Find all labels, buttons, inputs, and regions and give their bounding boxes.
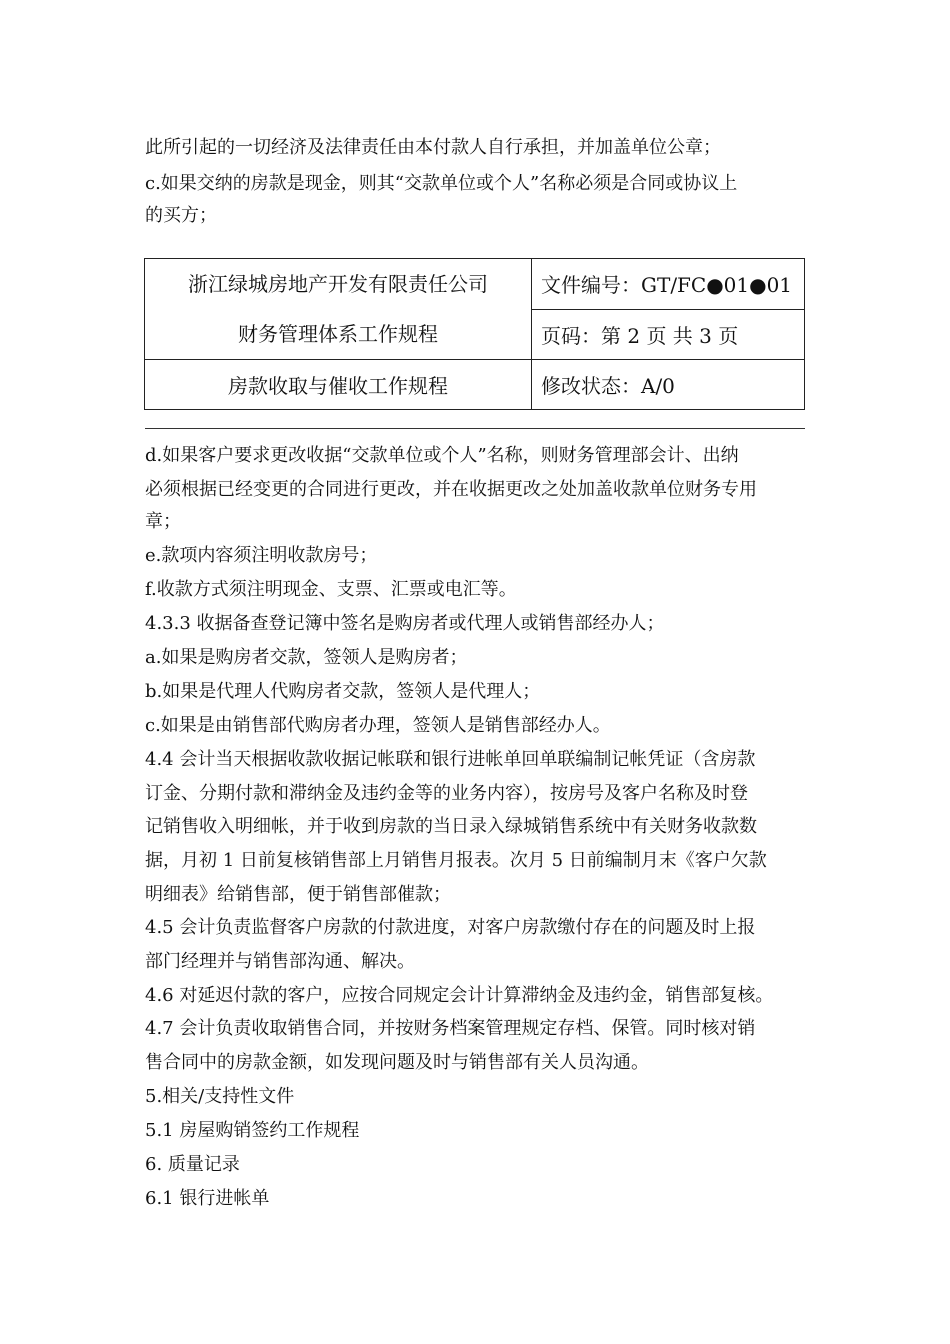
body-line: d.如果客户要求更改收据“交款单位或个人”名称，则财务管理部会计、出纳: [145, 445, 739, 466]
body-line: 明细表》给销售部，便于销售部催款；: [145, 884, 451, 905]
page-number: 页码：第 2 页 共 3 页: [532, 309, 805, 360]
body-line: 4.6 对延迟付款的客户，应按合同规定会计计算滞纳金及违约金，销售部复核。: [145, 985, 774, 1006]
section-heading: 5.相关/支持性文件: [145, 1086, 295, 1107]
body-line: b.如果是代理人代购房者交款，签领人是代理人；: [145, 681, 541, 702]
intro-line: c.如果交纳的房款是现金，则其“交款单位或个人”名称必须是合同或协议上: [145, 173, 738, 194]
body-line: 4.7 会计负责收取销售合同，并按财务档案管理规定存档、保管。同时核对销: [145, 1018, 756, 1039]
intro-line: 的买方；: [145, 205, 217, 226]
body-line: 必须根据已经变更的合同进行更改，并在收据更改之处加盖收款单位财务专用: [145, 479, 757, 500]
system-name: 财务管理体系工作规程: [238, 322, 438, 346]
body-line: 售合同中的房款金额，如发现问题及时与销售部有关人员沟通。: [145, 1052, 649, 1073]
body-line: 记销售收入明细帐，并于收到房款的当日录入绿城销售系统中有关财务收款数: [145, 816, 757, 837]
header-title-cell: [145, 259, 532, 360]
body-line: f.收款方式须注明现金、支票、汇票或电汇等。: [145, 579, 517, 600]
document-header-table: [144, 258, 805, 410]
body-line: e.款项内容须注明收款房号；: [145, 545, 378, 566]
body-line: 据，月初 1 日前复核销售部上月销售月报表。次月 5 日前编制月末《客户欠款: [145, 850, 767, 871]
header-divider: [145, 428, 805, 429]
body-line: a.如果是购房者交款，签领人是购房者；: [145, 647, 468, 668]
revision-status: 修改状态：A/0: [532, 360, 805, 410]
body-line: 部门经理并与销售部沟通、解决。: [145, 951, 415, 972]
doc-number: 文件编号：GT/FC●01●01: [532, 259, 805, 310]
body-line: c.如果是由销售部代购房者办理，签领人是销售部经办人。: [145, 715, 611, 736]
section-heading: 6. 质量记录: [145, 1154, 240, 1175]
body-line: 4.5 会计负责监督客户房款的付款进度，对客户房款缴付存在的问题及时上报: [145, 917, 756, 938]
intro-line: 此所引起的一切经济及法律责任由本付款人自行承担，并加盖单位公章；: [145, 137, 721, 158]
body-line: 章；: [145, 511, 181, 532]
body-line: 4.4 会计当天根据收款收据记帐联和银行进帐单回单联编制记帐凭证（含房款: [145, 749, 756, 770]
body-line: 5.1 房屋购销签约工作规程: [145, 1120, 360, 1141]
body-line: 4.3.3 收据备查登记簿中签名是购房者或代理人或销售部经办人；: [145, 613, 665, 634]
body-line: 6.1 银行进帐单: [145, 1188, 270, 1209]
company-name: 浙江绿城房地产开发有限责任公司: [188, 272, 488, 296]
procedure-name: 房款收取与催收工作规程: [145, 360, 532, 410]
body-line: 订金、分期付款和滞纳金及违约金等的业务内容），按房号及客户名称及时登: [145, 783, 748, 804]
